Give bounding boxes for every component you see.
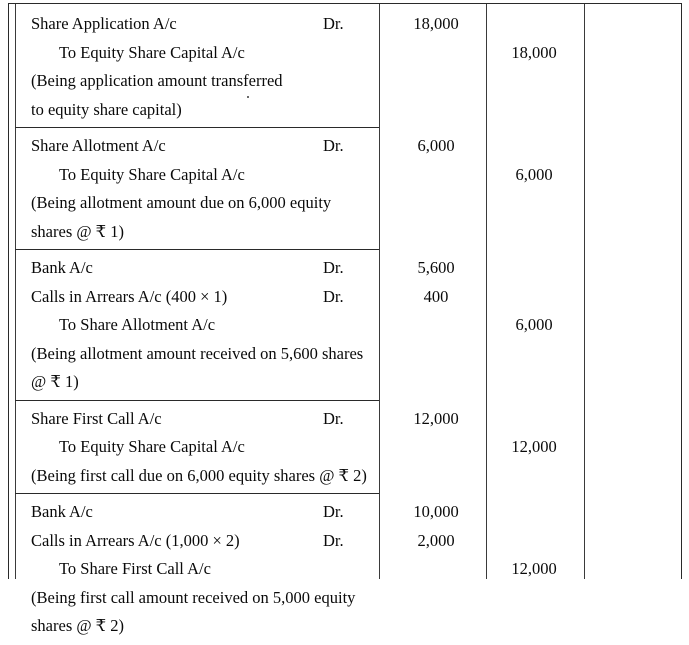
entry-line-text: To Share First Call A/c (59, 559, 211, 578)
entry-particulars (31, 498, 377, 641)
credit-amount: 6,000 (515, 164, 553, 184)
entry-line (31, 555, 377, 584)
entry-line (31, 612, 377, 641)
entry-particulars (31, 254, 377, 397)
journal-entries-table (8, 3, 682, 635)
entry-line (31, 132, 377, 161)
entry-particulars (31, 10, 377, 124)
entry-line-text: Share Allotment A/c (31, 136, 166, 155)
entry-line (31, 498, 377, 527)
entry-line (31, 311, 377, 340)
debit-amount: 12,000 (413, 408, 459, 428)
entry-line-text: To Share Allotment A/c (59, 315, 216, 334)
entry-line (31, 161, 377, 190)
entry-line (31, 433, 377, 462)
stray-ink-mark (247, 96, 249, 98)
debit-marker: Dr. (323, 408, 344, 428)
entry-line-text: To Equity Share Capital A/c (59, 437, 245, 456)
journal-entry (9, 128, 681, 250)
entry-line-text: to equity share capital) (31, 99, 182, 119)
journal-entry (9, 494, 681, 645)
entry-line (31, 254, 377, 283)
debit-marker: Dr. (323, 286, 344, 306)
debit-marker: Dr. (323, 258, 344, 277)
entry-line-text: (Being first call amount received on 5,000 equity (31, 587, 356, 607)
entry-line (31, 283, 377, 312)
debit-marker: Dr. (323, 136, 344, 155)
credit-amount: 12,000 (511, 437, 557, 456)
entry-particulars (31, 132, 377, 246)
entry-line (31, 10, 377, 39)
entry-line-text: Bank A/c (31, 258, 93, 277)
entry-line (31, 340, 377, 369)
journal-entry (9, 250, 681, 401)
debit-marker: Dr. (323, 530, 344, 550)
journal-entry (9, 6, 681, 128)
entry-line-text: (Being first call due on 6,000 equity shares @ ₹ 2) (31, 465, 367, 485)
entry-particulars (31, 405, 377, 491)
debit-amount: 10,000 (413, 502, 459, 521)
entry-line (31, 218, 377, 247)
credit-amount: 6,000 (515, 315, 553, 334)
entry-line-text: (Being allotment amount due on 6,000 equity (31, 193, 332, 212)
debit-amount: 6,000 (417, 136, 455, 155)
journal-entry (9, 401, 681, 495)
debit-marker: Dr. (323, 502, 344, 521)
entry-line-text: (Being allotment amount received on 5,600 shares (31, 343, 364, 363)
entry-line-text: Share Application A/c (31, 14, 177, 33)
entry-line-text: shares @ ₹ 1) (31, 221, 125, 241)
entry-line (31, 39, 377, 68)
entry-line-text: @ ₹ 1) (31, 372, 79, 391)
entry-line (31, 368, 377, 397)
entry-line-text: Calls in Arrears A/c (1,000 × 2) (31, 530, 240, 550)
entry-line-text: Bank A/c (31, 502, 93, 521)
entry-line-text: Share First Call A/c (31, 408, 162, 428)
entry-line-text: To Equity Share Capital A/c (59, 42, 245, 62)
credit-amount: 12,000 (511, 559, 557, 578)
debit-amount: 18,000 (413, 14, 459, 33)
entry-line (31, 584, 377, 613)
entry-line-text: Calls in Arrears A/c (400 × 1) (31, 286, 228, 306)
entry-line (31, 405, 377, 434)
credit-amount: 18,000 (511, 42, 557, 62)
debit-amount: 5,600 (417, 258, 455, 277)
entry-line (31, 462, 377, 491)
entry-line (31, 527, 377, 556)
entry-line (31, 96, 377, 125)
entry-line-text: (Being application amount transferred (31, 71, 283, 90)
entry-line-text: shares @ ₹ 2) (31, 616, 125, 635)
entry-line (31, 189, 377, 218)
debit-amount: 400 (423, 286, 449, 306)
entry-line-text: To Equity Share Capital A/c (59, 164, 245, 184)
debit-marker: Dr. (323, 14, 344, 33)
entry-line (31, 67, 377, 96)
debit-amount: 2,000 (417, 530, 455, 550)
